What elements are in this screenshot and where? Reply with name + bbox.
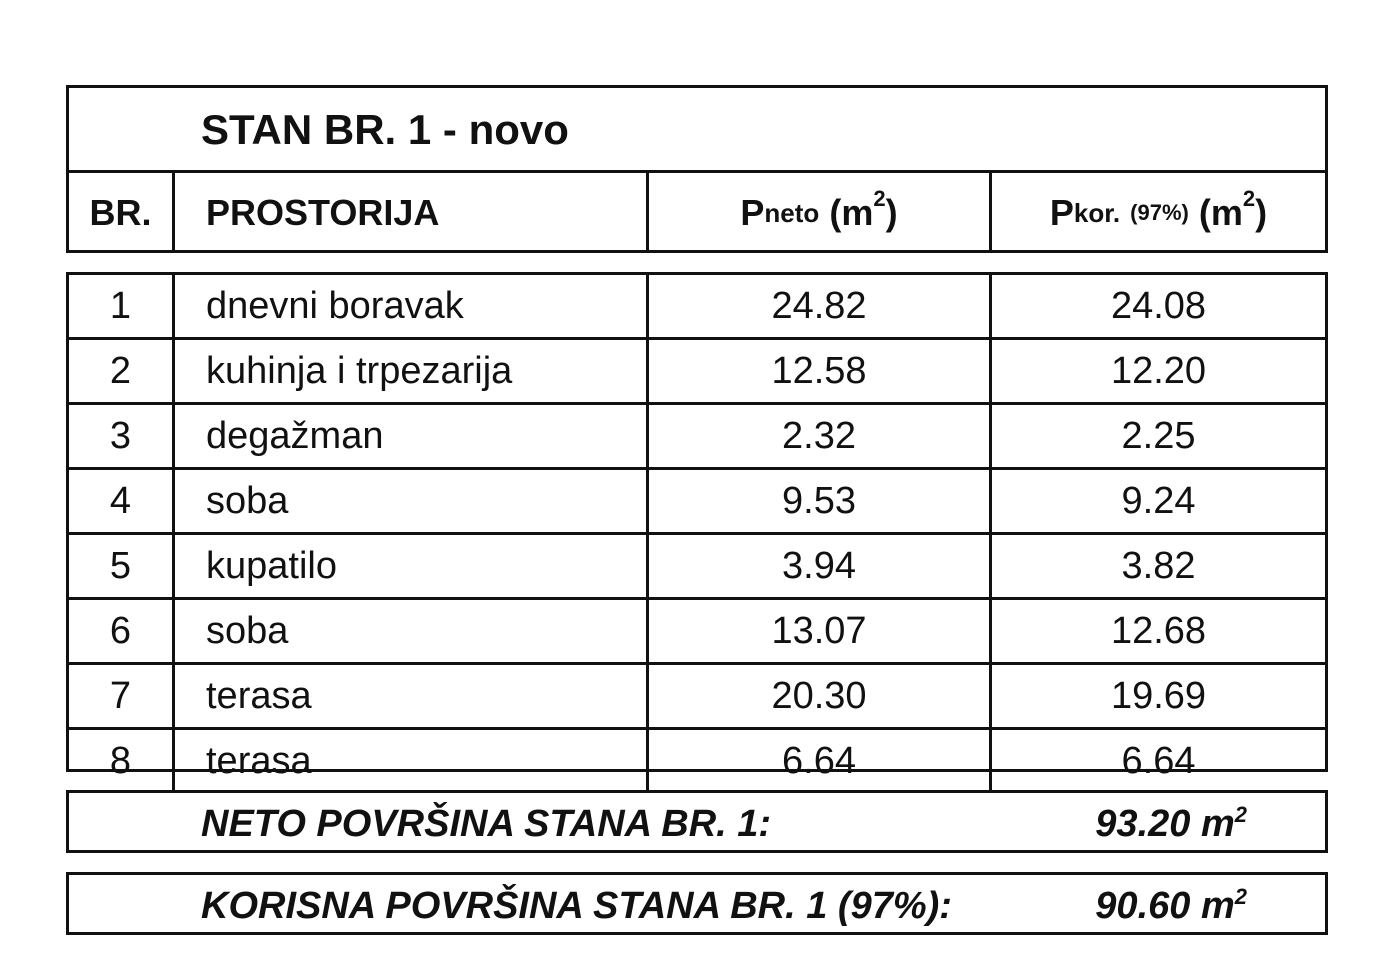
header-neto-unit-open: (m	[829, 192, 874, 233]
row-kor: 3.82	[989, 535, 1325, 597]
row-number: 4	[109, 479, 132, 522]
row-neto: 3.94	[646, 535, 989, 597]
header-neto-sup: 2	[873, 186, 886, 211]
total-neto-sup: 2	[1234, 802, 1247, 827]
row-room: terasa	[172, 665, 646, 727]
row-neto: 24.82	[646, 275, 989, 337]
row-room: kuhinja i trpezarija	[172, 340, 646, 402]
header-neto-area	[646, 173, 989, 253]
row-neto: 20.30	[646, 665, 989, 727]
row-number: 5	[109, 544, 132, 587]
row-neto: 12.58	[646, 340, 989, 402]
total-neto-row	[66, 790, 1328, 853]
header-neto-unit-close: )	[885, 192, 898, 233]
total-neto-value	[1095, 803, 1247, 846]
row-room: dnevni boravak	[172, 275, 646, 337]
header-kor-p: P	[1049, 192, 1074, 233]
table-row	[69, 730, 1325, 792]
total-kor-row	[66, 872, 1328, 935]
table-row	[69, 535, 1325, 600]
row-number: 2	[109, 349, 132, 392]
header-kor-sub: kor.	[1073, 197, 1121, 228]
row-room: kupatilo	[172, 535, 646, 597]
title-row	[69, 88, 1325, 173]
total-kor-number: 90.60 m	[1095, 885, 1235, 927]
total-kor-sup: 2	[1234, 884, 1247, 909]
header-neto-p: P	[740, 192, 765, 233]
header-room: PROSTORIJA	[172, 173, 646, 253]
table-row	[69, 665, 1325, 730]
row-neto: 9.53	[646, 470, 989, 532]
total-kor-label: KORISNA POVRŠINA STANA BR. 1 (97%):	[201, 885, 952, 927]
row-neto: 13.07	[646, 600, 989, 662]
table-row	[69, 470, 1325, 535]
header-neto-sub: neto	[764, 197, 820, 228]
row-room: soba	[172, 470, 646, 532]
row-number: 3	[109, 414, 132, 457]
row-number: 6	[109, 609, 132, 652]
row-neto: 2.32	[646, 405, 989, 467]
row-kor: 19.69	[989, 665, 1325, 727]
page-title: STAN BR. 1 - novo	[201, 106, 569, 153]
header-kor-sup: 2	[1242, 186, 1256, 211]
table-header	[66, 85, 1328, 253]
row-kor: 12.68	[989, 600, 1325, 662]
table-row	[69, 405, 1325, 470]
total-kor-value	[1095, 885, 1247, 928]
total-neto-label: NETO POVRŠINA STANA BR. 1:	[201, 803, 772, 845]
header-kor-area	[989, 173, 1325, 253]
row-number: 7	[109, 674, 132, 717]
row-room: soba	[172, 600, 646, 662]
header-kor-pct: (97%)	[1130, 200, 1189, 225]
table-row	[69, 600, 1325, 665]
row-kor: 12.20	[989, 340, 1325, 402]
header-kor-unit-close: )	[1255, 192, 1268, 233]
table-row	[69, 275, 1325, 340]
row-kor: 24.08	[989, 275, 1325, 337]
row-kor: 9.24	[989, 470, 1325, 532]
row-number: 8	[109, 739, 132, 782]
column-header-row	[69, 173, 1325, 253]
rooms-table	[66, 272, 1328, 782]
total-neto-number: 93.20 m	[1095, 803, 1235, 845]
row-neto: 6.64	[646, 730, 989, 792]
row-kor: 2.25	[989, 405, 1325, 467]
header-kor-unit-open: (m	[1198, 192, 1243, 233]
row-number: 1	[109, 284, 132, 327]
row-room: degažman	[172, 405, 646, 467]
table-row	[69, 340, 1325, 405]
header-number: BR.	[89, 192, 152, 233]
row-room: terasa	[172, 730, 646, 792]
row-kor: 6.64	[989, 730, 1325, 792]
